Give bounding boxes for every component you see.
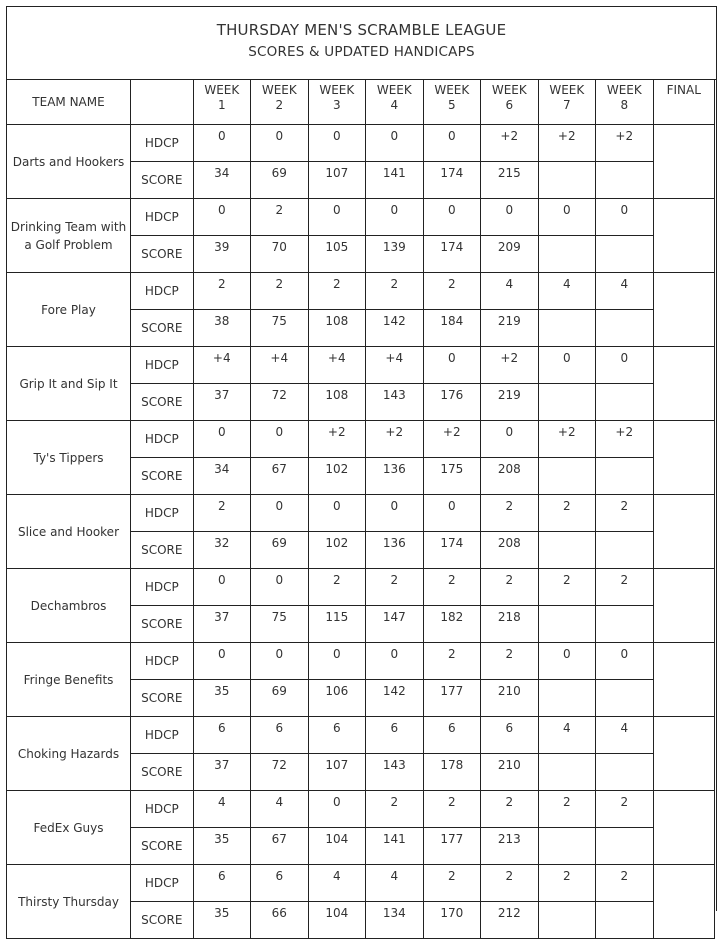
score-label: SCORE	[131, 680, 194, 717]
hdcp-cell: 2	[481, 569, 539, 606]
hdcp-label: HDCP	[131, 717, 194, 754]
score-cell: 136	[366, 458, 424, 495]
score-cell: 35	[193, 902, 251, 939]
hdcp-cell: 0	[308, 643, 366, 680]
hdcp-cell: 0	[251, 643, 309, 680]
score-cell: 215	[481, 162, 539, 199]
score-cell	[596, 458, 654, 495]
team-hdcp-row	[7, 717, 715, 754]
hdcp-cell: 2	[366, 791, 424, 828]
hdcp-cell: +2	[481, 125, 539, 162]
score-cell: 107	[308, 754, 366, 791]
hdcp-cell: 0	[251, 125, 309, 162]
hdcp-cell: 6	[423, 717, 481, 754]
hdcp-cell: 0	[308, 125, 366, 162]
hdcp-cell: 2	[538, 495, 596, 532]
hdcp-cell: 2	[596, 495, 654, 532]
score-cell: 39	[193, 236, 251, 273]
score-cell	[596, 754, 654, 791]
score-cell: 209	[481, 236, 539, 273]
hdcp-cell: 6	[251, 717, 309, 754]
hdcp-cell: +2	[596, 125, 654, 162]
score-label: SCORE	[131, 532, 194, 569]
hdcp-cell: 0	[366, 643, 424, 680]
team-name: Ty's Tippers	[7, 421, 131, 495]
score-cell: 141	[366, 162, 424, 199]
hdcp-cell: 0	[366, 125, 424, 162]
score-cell: 134	[366, 902, 424, 939]
score-cell: 102	[308, 532, 366, 569]
hdcp-cell: 0	[423, 125, 481, 162]
score-cell	[538, 828, 596, 865]
final-cell	[653, 569, 714, 643]
hdcp-cell: 4	[251, 791, 309, 828]
header-week-8: WEEK 8	[596, 80, 654, 125]
score-cell: 70	[251, 236, 309, 273]
team-name: Choking Hazards	[7, 717, 131, 791]
hdcp-cell: 2	[251, 199, 309, 236]
hdcp-cell: 2	[538, 865, 596, 902]
score-cell: 174	[423, 532, 481, 569]
score-label: SCORE	[131, 236, 194, 273]
hdcp-cell: 0	[193, 643, 251, 680]
hdcp-label: HDCP	[131, 347, 194, 384]
hdcp-cell: 2	[596, 569, 654, 606]
score-cell	[596, 310, 654, 347]
hdcp-label: HDCP	[131, 421, 194, 458]
hdcp-cell: 4	[538, 273, 596, 310]
score-cell: 72	[251, 754, 309, 791]
page-subtitle: SCORES & UPDATED HANDICAPS	[248, 44, 475, 60]
header-week-1: WEEK 1	[193, 80, 251, 125]
header-final: FINAL	[653, 80, 714, 125]
final-cell	[653, 643, 714, 717]
score-cell	[596, 606, 654, 643]
hdcp-cell: 4	[538, 717, 596, 754]
header-week-6: WEEK 6	[481, 80, 539, 125]
header-week-5: WEEK 5	[423, 80, 481, 125]
score-cell: 32	[193, 532, 251, 569]
hdcp-cell: 0	[366, 199, 424, 236]
hdcp-cell: 2	[423, 791, 481, 828]
final-cell	[653, 717, 714, 791]
team-hdcp-row	[7, 199, 715, 236]
table-body	[7, 125, 715, 939]
team-name: Drinking Team with a Golf Problem	[7, 199, 131, 273]
hdcp-cell: 6	[193, 865, 251, 902]
hdcp-cell: 6	[251, 865, 309, 902]
hdcp-cell: 0	[596, 643, 654, 680]
hdcp-cell: 0	[308, 495, 366, 532]
score-cell	[538, 458, 596, 495]
hdcp-cell: 4	[366, 865, 424, 902]
hdcp-cell: +2	[308, 421, 366, 458]
hdcp-cell: 2	[481, 495, 539, 532]
hdcp-cell: 4	[596, 273, 654, 310]
team-hdcp-row	[7, 347, 715, 384]
score-cell	[538, 236, 596, 273]
score-cell: 69	[251, 532, 309, 569]
score-cell: 176	[423, 384, 481, 421]
score-cell	[596, 532, 654, 569]
team-name: Fringe Benefits	[7, 643, 131, 717]
score-cell: 35	[193, 828, 251, 865]
score-cell: 142	[366, 680, 424, 717]
final-cell	[653, 791, 714, 865]
score-cell: 208	[481, 532, 539, 569]
score-cell: 175	[423, 458, 481, 495]
team-hdcp-row	[7, 643, 715, 680]
final-cell	[653, 199, 714, 273]
hdcp-label: HDCP	[131, 273, 194, 310]
score-cell: 177	[423, 828, 481, 865]
score-cell: 34	[193, 162, 251, 199]
score-cell: 37	[193, 384, 251, 421]
score-cell: 108	[308, 384, 366, 421]
hdcp-cell: 2	[423, 569, 481, 606]
final-cell	[653, 421, 714, 495]
score-cell: 143	[366, 754, 424, 791]
hdcp-cell: 4	[193, 791, 251, 828]
hdcp-cell: 0	[596, 199, 654, 236]
hdcp-cell: 6	[193, 717, 251, 754]
scorecard-sheet	[6, 6, 717, 927]
hdcp-cell: 2	[596, 791, 654, 828]
team-name: Thirsty Thursday	[7, 865, 131, 939]
league-table	[6, 79, 715, 939]
score-cell: 143	[366, 384, 424, 421]
hdcp-cell: 2	[423, 273, 481, 310]
score-cell	[538, 310, 596, 347]
final-cell	[653, 865, 714, 939]
score-cell: 219	[481, 384, 539, 421]
hdcp-cell: 0	[481, 199, 539, 236]
hdcp-label: HDCP	[131, 643, 194, 680]
hdcp-label: HDCP	[131, 199, 194, 236]
score-label: SCORE	[131, 754, 194, 791]
team-name: Grip It and Sip It	[7, 347, 131, 421]
score-cell: 141	[366, 828, 424, 865]
score-cell: 136	[366, 532, 424, 569]
hdcp-cell: 0	[423, 495, 481, 532]
hdcp-cell: 2	[251, 273, 309, 310]
score-cell: 210	[481, 754, 539, 791]
team-hdcp-row	[7, 125, 715, 162]
hdcp-cell: 2	[423, 865, 481, 902]
score-label: SCORE	[131, 606, 194, 643]
header-week-2: WEEK 2	[251, 80, 309, 125]
score-cell: 104	[308, 902, 366, 939]
score-cell: 69	[251, 680, 309, 717]
hdcp-cell: 0	[538, 643, 596, 680]
team-hdcp-row	[7, 273, 715, 310]
hdcp-cell: +2	[596, 421, 654, 458]
hdcp-cell: 0	[193, 125, 251, 162]
score-cell: 170	[423, 902, 481, 939]
hdcp-cell: +4	[193, 347, 251, 384]
hdcp-cell: 6	[308, 717, 366, 754]
hdcp-cell: +2	[538, 125, 596, 162]
score-cell: 107	[308, 162, 366, 199]
team-hdcp-row	[7, 495, 715, 532]
hdcp-cell: 4	[596, 717, 654, 754]
hdcp-cell: 0	[423, 347, 481, 384]
score-label: SCORE	[131, 828, 194, 865]
score-cell: 139	[366, 236, 424, 273]
score-cell: 34	[193, 458, 251, 495]
final-cell	[653, 125, 714, 199]
score-cell: 37	[193, 754, 251, 791]
final-cell	[653, 495, 714, 569]
hdcp-cell: +4	[366, 347, 424, 384]
score-label: SCORE	[131, 384, 194, 421]
score-cell: 67	[251, 458, 309, 495]
team-hdcp-row	[7, 791, 715, 828]
score-cell	[538, 162, 596, 199]
hdcp-cell: 6	[366, 717, 424, 754]
hdcp-cell: 2	[481, 643, 539, 680]
hdcp-cell: +4	[251, 347, 309, 384]
score-cell: 108	[308, 310, 366, 347]
hdcp-label: HDCP	[131, 125, 194, 162]
header-blank	[131, 80, 194, 125]
score-cell: 105	[308, 236, 366, 273]
hdcp-cell: +2	[366, 421, 424, 458]
score-cell: 147	[366, 606, 424, 643]
hdcp-cell: 2	[193, 495, 251, 532]
score-cell: 184	[423, 310, 481, 347]
hdcp-cell: +4	[308, 347, 366, 384]
header-week-7: WEEK 7	[538, 80, 596, 125]
page-title: THURSDAY MEN'S SCRAMBLE LEAGUE	[216, 21, 507, 39]
hdcp-cell: 2	[481, 791, 539, 828]
final-cell	[653, 347, 714, 421]
score-cell	[596, 162, 654, 199]
hdcp-cell: 2	[308, 273, 366, 310]
header-row	[7, 80, 715, 125]
hdcp-cell: 2	[538, 569, 596, 606]
score-label: SCORE	[131, 458, 194, 495]
hdcp-cell: 2	[366, 273, 424, 310]
hdcp-label: HDCP	[131, 495, 194, 532]
hdcp-cell: 4	[308, 865, 366, 902]
score-cell	[538, 532, 596, 569]
hdcp-cell: 2	[481, 865, 539, 902]
score-cell: 208	[481, 458, 539, 495]
score-cell: 72	[251, 384, 309, 421]
hdcp-cell: +2	[481, 347, 539, 384]
score-cell: 37	[193, 606, 251, 643]
hdcp-label: HDCP	[131, 569, 194, 606]
score-cell: 177	[423, 680, 481, 717]
hdcp-cell: 0	[193, 421, 251, 458]
score-cell: 174	[423, 236, 481, 273]
score-cell: 106	[308, 680, 366, 717]
score-label: SCORE	[131, 310, 194, 347]
hdcp-cell: 0	[481, 421, 539, 458]
team-name: Fore Play	[7, 273, 131, 347]
hdcp-cell: +2	[423, 421, 481, 458]
score-cell	[596, 680, 654, 717]
score-cell: 210	[481, 680, 539, 717]
hdcp-cell: 0	[538, 347, 596, 384]
score-cell: 213	[481, 828, 539, 865]
hdcp-cell: 2	[366, 569, 424, 606]
score-label: SCORE	[131, 162, 194, 199]
score-cell: 182	[423, 606, 481, 643]
score-cell: 178	[423, 754, 481, 791]
team-name: FedEx Guys	[7, 791, 131, 865]
score-cell: 115	[308, 606, 366, 643]
hdcp-cell: 0	[596, 347, 654, 384]
header-team-name: TEAM NAME	[7, 80, 131, 125]
score-cell	[538, 902, 596, 939]
hdcp-label: HDCP	[131, 791, 194, 828]
header-week-3: WEEK 3	[308, 80, 366, 125]
hdcp-cell: 0	[366, 495, 424, 532]
hdcp-cell: 0	[251, 421, 309, 458]
score-cell: 38	[193, 310, 251, 347]
score-cell	[596, 902, 654, 939]
hdcp-cell: 6	[481, 717, 539, 754]
header-week-4: WEEK 4	[366, 80, 424, 125]
score-cell: 75	[251, 606, 309, 643]
score-cell: 69	[251, 162, 309, 199]
hdcp-cell: 0	[251, 495, 309, 532]
hdcp-cell: 4	[481, 273, 539, 310]
score-cell: 142	[366, 310, 424, 347]
score-cell: 104	[308, 828, 366, 865]
team-name: Darts and Hookers	[7, 125, 131, 199]
score-cell	[538, 606, 596, 643]
hdcp-cell: 0	[308, 199, 366, 236]
score-cell: 66	[251, 902, 309, 939]
hdcp-label: HDCP	[131, 865, 194, 902]
team-hdcp-row	[7, 421, 715, 458]
score-cell	[538, 754, 596, 791]
hdcp-cell: 0	[251, 569, 309, 606]
team-hdcp-row	[7, 569, 715, 606]
team-hdcp-row	[7, 865, 715, 902]
score-cell	[596, 384, 654, 421]
hdcp-cell: 2	[596, 865, 654, 902]
score-cell: 218	[481, 606, 539, 643]
score-label: SCORE	[131, 902, 194, 939]
hdcp-cell: 0	[193, 199, 251, 236]
title-box	[7, 7, 716, 80]
score-cell: 212	[481, 902, 539, 939]
hdcp-cell: 2	[423, 643, 481, 680]
score-cell	[596, 828, 654, 865]
score-cell	[596, 236, 654, 273]
hdcp-cell: 0	[193, 569, 251, 606]
score-cell: 35	[193, 680, 251, 717]
hdcp-cell: 0	[538, 199, 596, 236]
score-cell: 75	[251, 310, 309, 347]
team-name: Slice and Hooker	[7, 495, 131, 569]
score-cell	[538, 680, 596, 717]
hdcp-cell: +2	[538, 421, 596, 458]
score-cell: 67	[251, 828, 309, 865]
score-cell: 102	[308, 458, 366, 495]
score-cell: 219	[481, 310, 539, 347]
score-cell: 174	[423, 162, 481, 199]
hdcp-cell: 2	[193, 273, 251, 310]
hdcp-cell: 2	[538, 791, 596, 828]
team-name: Dechambros	[7, 569, 131, 643]
hdcp-cell: 2	[308, 569, 366, 606]
hdcp-cell: 0	[308, 791, 366, 828]
score-cell	[538, 384, 596, 421]
hdcp-cell: 0	[423, 199, 481, 236]
final-cell	[653, 273, 714, 347]
